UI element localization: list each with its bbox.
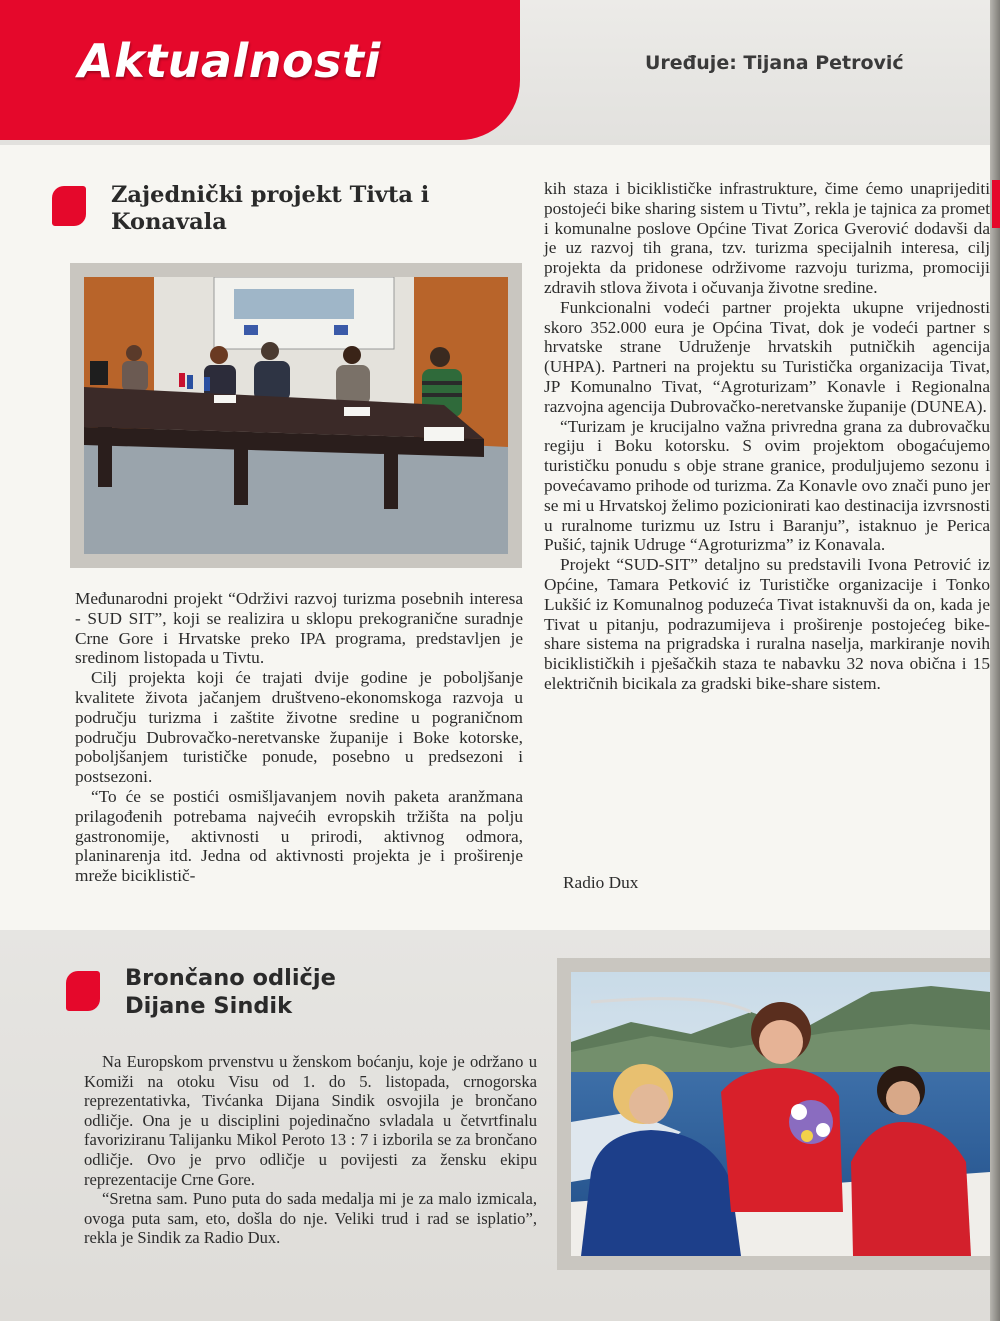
article1-paragraph: Međunarodni projekt “Održivi razvoj turizma posebnih interesa - SUD SIT”, koji se realizira u sklopu prekogranične suradnje Crne Gore i Hrvatske preko IPA programa, predstavljen je sredinom listopada u Tivtu. <box>75 589 523 668</box>
page-edge-tab <box>992 180 1000 228</box>
article1-title-line2: Konavala <box>111 209 227 235</box>
article1-paragraph: Funkcionalni vodeći partner projekta ukupne vrijednosti skoro 352.000 eura je Općina Tivat, dok je vodeći partner s hrvatske strane Udruženje hrvatskih putničkih agencija (UHPA). Partneri na projektu su Turistička organizacija Tivat, JP Komunalno Tivat, “Agroturizam” Konavle i Regionalna razvojna agencija Dubrovačko-neretvanske županije (DUNEA). <box>544 297 990 416</box>
article2-paragraph: Na Europskom prvenstvu u ženskom boćanju, koje je održano u Komiži na otoku Visu od 1. do 5. listopada, crnogorska reprezentativka, Tivćanka Dijana Sindik osvojila je brončano odličje. Ona je u disciplini pojedinačno svladala u četvrtfinalu favoriziranu Talijanku Mikol Peroto 13 : 7 i izborila se za brončano odličje. Ovo je prvo odličje u povijesti za žensku ekipu reprezentacije Crne Gore. <box>84 1052 537 1189</box>
section-banner <box>0 0 520 140</box>
article1-paragraph: “To će se postići osmišljavanjem novih paketa aranžmana prilagođenih potrebama najvećih evropskih tržišta na polju gastronomije, aktivnosti u prirodi, aktivnog odmora, planinarenja itd. Jedna od aktivnosti projekta je i proširenje mreže biciklistič- <box>75 786 523 886</box>
article2-title-line2: Dijane Sindik <box>125 993 293 1019</box>
article-bullet-icon <box>52 186 86 226</box>
article1-credit: Radio Dux <box>563 873 639 892</box>
section-title: Aktualnosti <box>78 34 381 88</box>
article2-title-line1: Brončano odličje <box>125 965 336 991</box>
article1-title <box>111 182 429 236</box>
article1-paragraph: kih staza i biciklističke infrastrukture, čime ćemo unaprijediti postojeći bike sharing sistem u Tivtu”, rekla je tajnica za promet i komunalne poslove Općine Tivat Zorica Gverović dodavši da je uz razvoj tih grana, tzv. turizma specijalnih interesa, cilj projekta da pridonese održivome razvoju turizma, promociji zdravih stlova života i očuvanja životne sredine. <box>544 179 990 297</box>
article1-paragraph: Cilj projekta koji će trajati dvije godine je poboljšanje kvalitete života jačanjem društveno-ekonomskoga razvoja u području turizma i zaštite životne sredine u pograničnom području Dubrovačko-neretvanske županije i Boke kotorske, poboljšanjem turističke ponude, posebno u predsezoni i postsezoni. <box>75 668 523 787</box>
article2-body <box>84 1052 537 1248</box>
page-header <box>0 0 1000 145</box>
article1-column-left <box>75 589 523 886</box>
editor-credit: Uređuje: Tijana Petrović <box>645 52 904 74</box>
article1-paragraph: “Turizam je krucijalno važna privredna grana za dubrovačku regiju i Boku kotorsku. S ovim projektom obogaćujemo turističku ponudu s obje strane granice, produljujemo sezonu i povećavamo prihode od turizma. Za Konavle ovo znači puno jer se mi u Hrvatskoj želimo pozicionirati kao destinacija izvrsnosti u ruralnome turizmu uz Istru i Baranju”, istaknuo je Perica Pušić, tajnik Udruge “Agroturizma” iz Konavala. <box>544 416 990 555</box>
article1-column-right <box>544 179 990 694</box>
article1-title-line1: Zajednički projekt Tivta i <box>111 182 430 208</box>
article2-paragraph: “Sretna sam. Puno puta do sada medalja mi je za malo izmicala, ovoga puta sam, eto, došla do nje. Veliki trud i rad se isplatio”, rekla je Sindik za Radio Dux. <box>84 1189 537 1248</box>
boat-photo-image <box>571 972 990 1256</box>
article1-photo <box>70 263 522 568</box>
article2-photo <box>557 958 990 1270</box>
article2-title <box>125 964 336 1020</box>
article1-paragraph: Projekt “SUD-SIT” detaljno su predstavili Ivona Petrović iz Općine, Tamara Petković iz Turističke organizacije i Tonko Lukšić iz Komunalnog poduzeća Tivat istaknuvši da on, kada je Tivat u pitanju, podrazumijeva i proširenje postojećeg bike-share sistema na prigradska i ruralna naselja, markiranje novih biciklističkih i pješačkih staza te nabavku 32 nova obična i 15 električnih bicikala za gradski bike-share sistem. <box>544 555 990 693</box>
article-bullet-icon <box>66 971 100 1011</box>
conference-photo-image <box>84 277 508 554</box>
